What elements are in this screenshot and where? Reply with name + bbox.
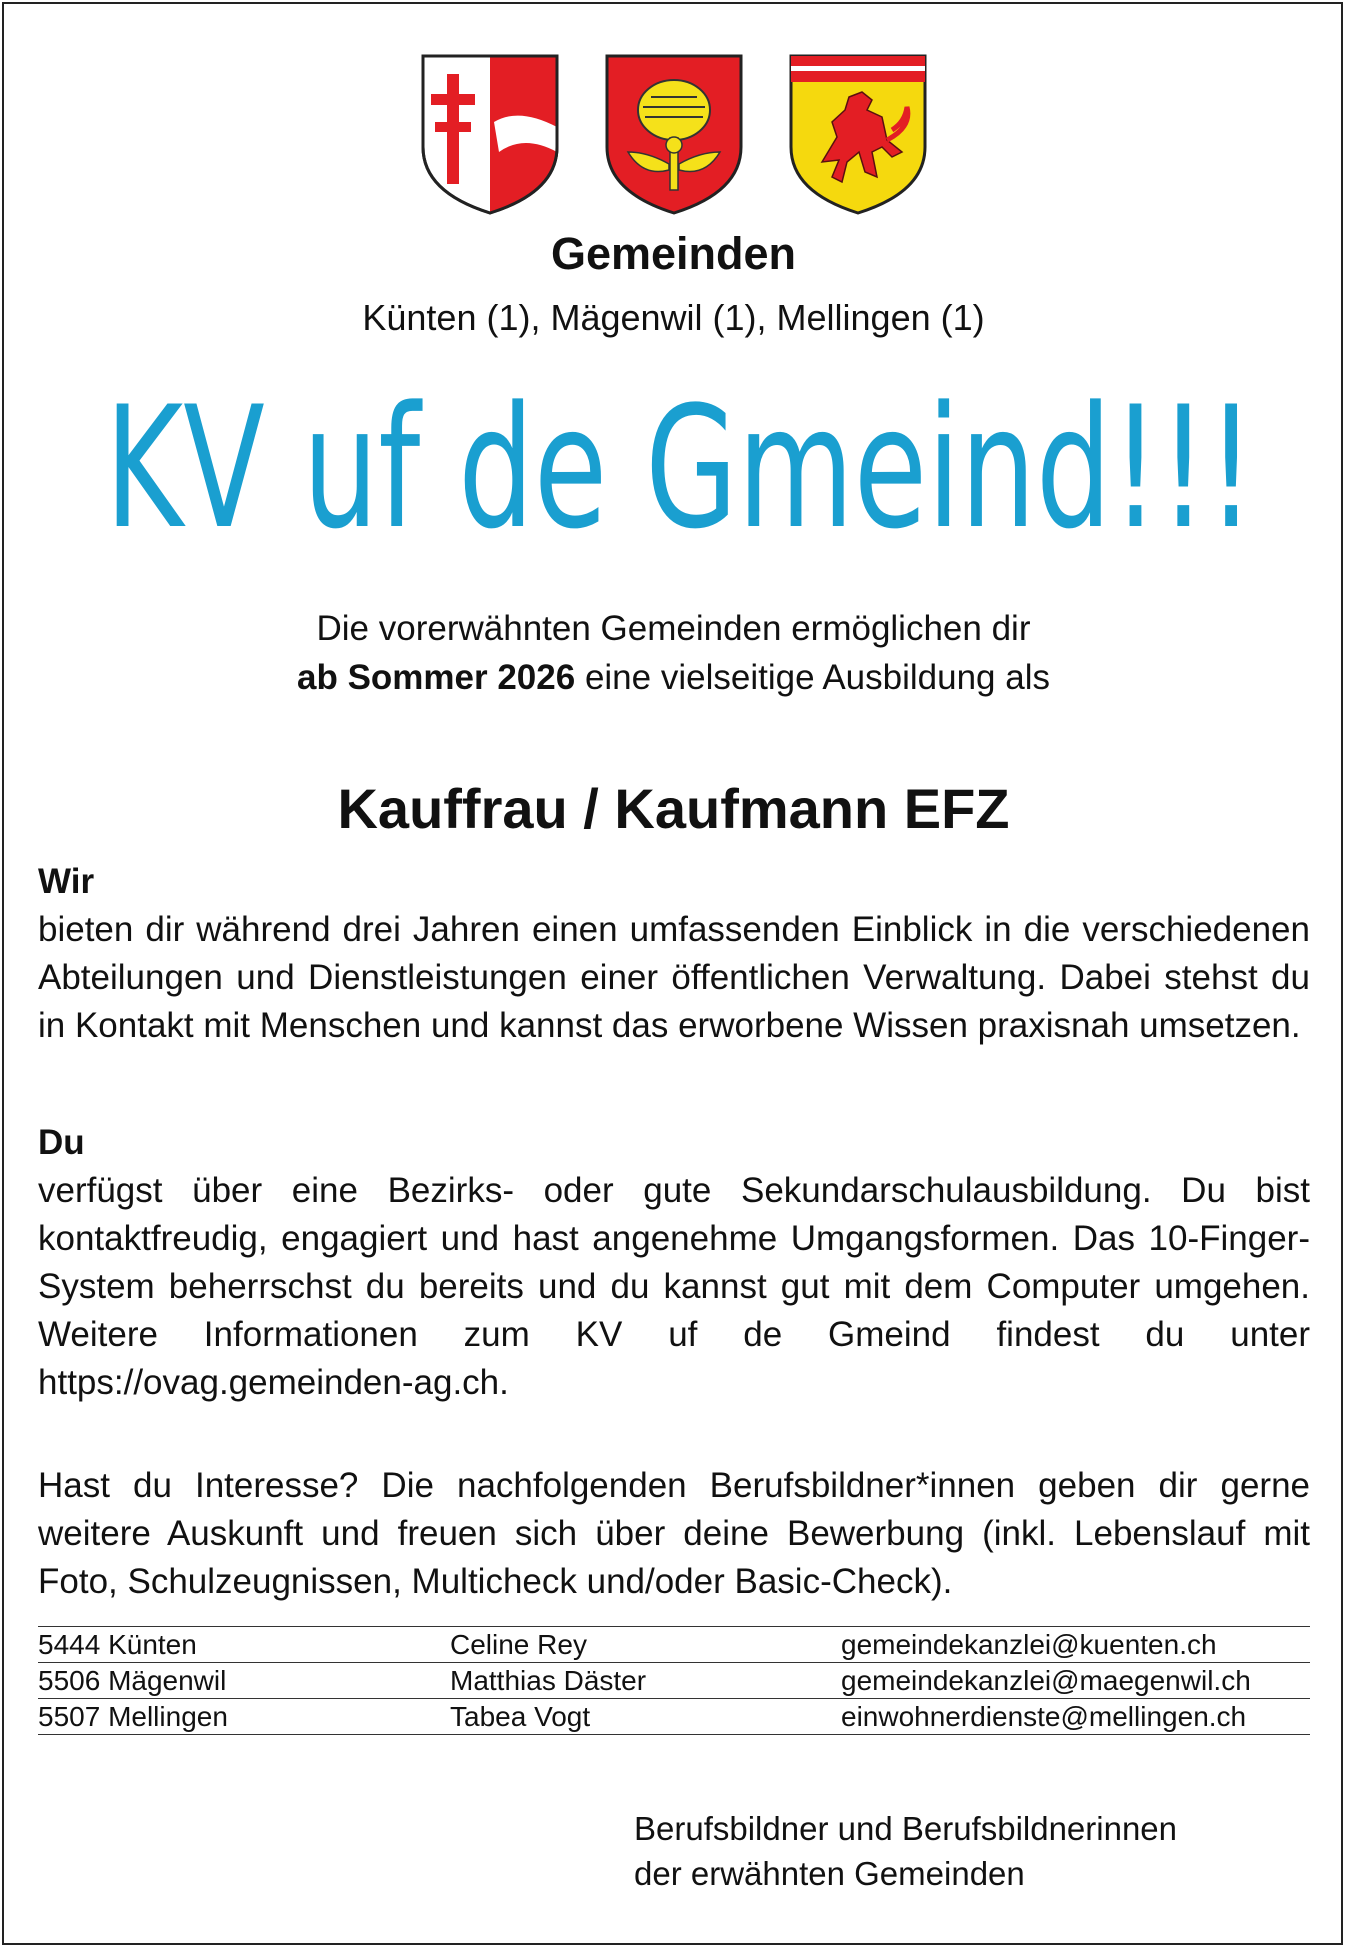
contact-place: 5444 Künten	[38, 1627, 450, 1663]
crest-row	[0, 52, 1347, 222]
contact-email[interactable]: gemeindekanzlei@maegenwil.ch	[841, 1663, 1310, 1699]
intro-line-2	[0, 653, 1347, 702]
section-du-label: Du	[38, 1123, 85, 1162]
slogan-text: KV uf de Gmeind!!!	[105, 378, 1255, 566]
intro-line-2-rest: eine vielseitige Ausbildung als	[575, 658, 1050, 697]
contact-name: Celine Rey	[450, 1627, 841, 1663]
contact-place: 5506 Mägenwil	[38, 1663, 450, 1699]
intro-start-date: ab Sommer 2026	[297, 658, 576, 697]
section-du	[38, 1119, 1310, 1407]
mellingen-crest	[787, 52, 929, 217]
contact-place: 5507 Mellingen	[38, 1699, 450, 1735]
intro-line-1: Die vorerwähnten Gemeinden ermöglichen dir	[316, 609, 1031, 648]
job-title: Kauffrau / Kaufmann EFZ	[337, 777, 1010, 840]
interest-text: Hast du Interesse? Die nachfolgenden Berufsbildner*innen geben dir gerne weitere Auskunft und freuen sich über deine Bewerbung (inkl. Lebenslauf mit Foto, Schulzeugnissen, Multicheck und/oder Basic-Check).	[38, 1466, 1310, 1601]
section-wir-text: bieten dir während drei Jahren einen umfassenden Einblick in die verschiedenen Abteilungen und Dienstleistungen einer öffentlichen Verwaltung. Dabei stehst du in Kontakt mit Menschen und kannst das erworbene Wissen praxisnah umsetzen.	[38, 910, 1310, 1045]
section-du-text: verfügst über eine Bezirks- oder gute Sekundarschulausbildung. Du bist kontaktfreudig, engagiert und hast angenehme Umgangsformen. Das 10-Finger-System beherrschst du bereits und du kannst gut mit dem Computer umgehen. Weitere Informationen zum KV uf de Gmeind findest du unter https://ovag.gemeinden-ag.ch.	[38, 1171, 1310, 1402]
section-wir-label: Wir	[38, 862, 95, 901]
contact-name: Tabea Vogt	[450, 1699, 841, 1735]
signoff-line-1: Berufsbildner und Berufsbildnerinnen	[634, 1810, 1178, 1847]
contacts-table	[38, 1626, 1310, 1735]
slogan-lettering	[90, 378, 1270, 578]
contact-email[interactable]: einwohnerdienste@mellingen.ch	[841, 1699, 1310, 1735]
table-row	[38, 1663, 1310, 1699]
table-row	[38, 1627, 1310, 1663]
section-interest	[38, 1462, 1310, 1606]
section-wir	[38, 858, 1310, 1050]
maegenwil-crest	[603, 52, 745, 217]
table-row	[38, 1699, 1310, 1735]
signoff	[634, 1806, 1177, 1896]
municipalities-list: Künten (1), Mägenwil (1), Mellingen (1)	[362, 297, 985, 338]
contact-email[interactable]: gemeindekanzlei@kuenten.ch	[841, 1627, 1310, 1663]
kuenten-crest	[419, 52, 561, 217]
signoff-line-2: der erwähnten Gemeinden	[634, 1855, 1025, 1892]
contact-name: Matthias Däster	[450, 1663, 841, 1699]
page-heading: Gemeinden	[550, 228, 797, 279]
intro-text	[0, 604, 1347, 702]
